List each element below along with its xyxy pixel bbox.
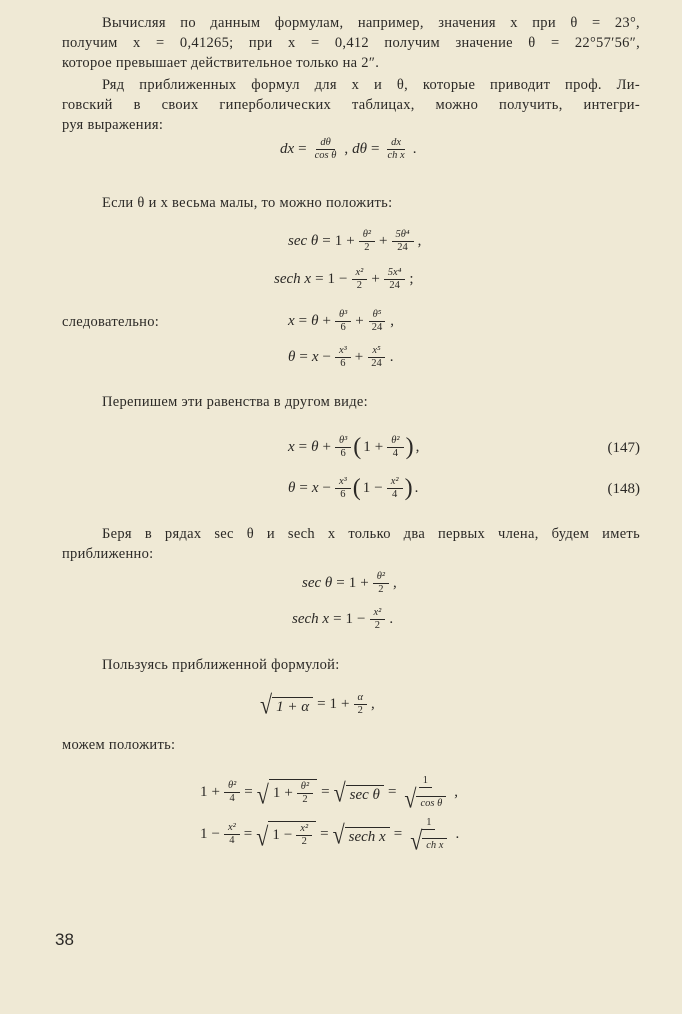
math-term: = (244, 784, 253, 800)
text-line: Пользуясь приближенной формулой: (102, 657, 340, 673)
fraction (368, 309, 387, 334)
math-term: − (357, 611, 366, 627)
radicand (345, 827, 390, 846)
math-term: θ² (227, 780, 237, 791)
equation-differentials (278, 137, 418, 162)
equation-148 (286, 475, 420, 502)
denominator (336, 358, 349, 370)
fraction (392, 229, 414, 254)
math-term: − (211, 826, 220, 842)
math-term: − (339, 271, 348, 287)
denominator (389, 448, 402, 460)
denominator (371, 620, 384, 632)
equation-sec-approx (300, 571, 399, 596)
fraction (387, 476, 403, 501)
parenthesis: ) (405, 434, 414, 460)
math-term: = (299, 349, 308, 365)
numerator (387, 137, 405, 150)
math-term: , (417, 233, 422, 249)
numerator (297, 781, 313, 794)
math-term: + (322, 313, 331, 329)
math-term: = (371, 141, 380, 157)
math-term: sech x (348, 828, 386, 845)
equation-sqrt-ch (198, 817, 461, 856)
text-line: следовательно: (62, 314, 160, 330)
math-term: , (454, 784, 459, 800)
denominator (360, 242, 373, 254)
fraction (387, 435, 403, 460)
square-root (333, 776, 384, 807)
math-term: = (333, 611, 342, 627)
numerator (354, 692, 368, 705)
math-term: θ (288, 349, 296, 365)
text-line: Перепишем эти равенства в другом виде: (102, 394, 368, 410)
text-line: Вычисляя по данным формулам, например, значения x при θ = 23°, (102, 15, 640, 31)
math-term: + (211, 784, 220, 800)
math-term: = (322, 233, 331, 249)
numerator (335, 435, 351, 448)
math-term: 5x⁴ (387, 267, 402, 278)
numerator (335, 345, 351, 358)
equation-sech-series (272, 267, 416, 292)
radical-icon: √ (333, 776, 346, 807)
math-term: , (344, 141, 349, 157)
denominator (226, 793, 239, 805)
fraction (311, 137, 341, 162)
page-number: 38 (55, 930, 74, 949)
numerator (369, 309, 386, 322)
denominator (374, 584, 387, 596)
math-term: 1 (345, 611, 354, 627)
denominator (384, 150, 409, 162)
fraction (370, 607, 386, 632)
square-root (256, 821, 316, 852)
radicand (422, 838, 447, 852)
math-term: x² (355, 267, 364, 278)
fraction (297, 781, 313, 806)
denominator (406, 825, 451, 856)
math-term: . (389, 611, 394, 627)
math-term: x² (300, 823, 309, 834)
fraction (359, 229, 375, 254)
radical-icon: √ (256, 821, 269, 852)
fraction (224, 822, 240, 847)
math-term: x² (227, 822, 236, 833)
fraction (335, 435, 351, 460)
math-term: θ³ (338, 435, 348, 446)
square-root (256, 779, 317, 810)
math-term: 1 (334, 233, 343, 249)
math-term: + (284, 785, 293, 801)
numerator (359, 229, 375, 242)
math-term: dx (391, 137, 402, 148)
radical-icon: √ (260, 688, 273, 719)
equation-sec-series (286, 229, 423, 254)
math-term: θ (288, 480, 296, 496)
numerator (335, 476, 351, 489)
numerator (373, 571, 389, 584)
math-term: 1 (329, 696, 338, 712)
math-term: = (298, 313, 308, 329)
math-term: x² (373, 607, 382, 618)
math-term: θ² (362, 229, 372, 240)
denominator (354, 705, 367, 717)
math-term: 1 (362, 480, 371, 496)
fraction (335, 476, 351, 501)
math-term: θ (311, 439, 319, 455)
math-term: ch x (426, 840, 444, 851)
math-term: x (311, 480, 319, 496)
numerator (224, 780, 240, 793)
math-term: + (341, 696, 350, 712)
math-term: 1 (200, 826, 208, 842)
math-term: sech x (292, 611, 330, 627)
fraction (367, 345, 386, 370)
radical-icon: √ (256, 779, 269, 810)
math-term: dx (280, 141, 295, 157)
denominator (311, 150, 341, 162)
math-term: θ³ (338, 309, 348, 320)
parenthesis: ( (353, 434, 362, 460)
math-term: 2 (374, 620, 381, 631)
math-term: , (390, 313, 395, 329)
denominator (353, 280, 366, 292)
math-term: cos θ (314, 150, 337, 161)
denominator (337, 322, 350, 334)
math-term: x⁵ (372, 345, 381, 356)
radical-icon: √ (404, 783, 417, 814)
math-term: − (322, 349, 331, 365)
math-term: . (412, 141, 417, 157)
square-root (260, 688, 313, 719)
numerator (422, 817, 435, 830)
equation-number-147: (147) (607, 440, 640, 456)
numerator (352, 267, 368, 280)
equation-sqrt-approx (258, 688, 377, 719)
math-term: 1 (363, 439, 371, 455)
text-line: говский в своих гиперболических таблицах, можно получить, интегри- (62, 97, 640, 113)
math-term: − (322, 480, 331, 496)
math-term: dθ (352, 141, 368, 157)
fraction (354, 692, 368, 717)
math-term: θ⁵ (372, 309, 382, 320)
denominator (367, 358, 386, 370)
math-term: + (371, 271, 380, 287)
math-term: 1 (422, 775, 428, 786)
math-term: + (355, 313, 364, 329)
equation-sech-approx (290, 607, 395, 632)
math-term: , (393, 575, 397, 591)
math-term: cos θ (420, 798, 443, 809)
fraction (400, 775, 450, 814)
text-line: Если θ и x весьма малы, то можно положить: (102, 195, 393, 211)
math-term: θ² (376, 571, 386, 582)
math-term: x (288, 439, 295, 455)
text-line: получим x = 0,41265; при x = 0,412 получим значение θ = 22°57′56″, (62, 35, 640, 51)
math-term: 6 (340, 322, 346, 333)
math-term: θ² (300, 781, 310, 792)
math-term: sech x (274, 271, 312, 287)
text-line: Ряд приближенных формул для x и θ, которые приводит проф. Ли- (102, 77, 640, 93)
fraction (224, 780, 240, 805)
text-line: руя выражения: (62, 117, 164, 133)
numerator (392, 229, 414, 242)
math-term: = (317, 696, 326, 712)
equation-theta-series (286, 345, 396, 370)
math-term: = (315, 271, 324, 287)
denominator (336, 489, 349, 501)
math-term: sec θ (349, 786, 380, 803)
math-term: = (320, 826, 329, 842)
math-term: + (379, 233, 388, 249)
fraction (406, 817, 451, 856)
math-term: 1 (200, 784, 208, 800)
math-term: 4 (392, 448, 399, 459)
math-term: + (354, 349, 364, 365)
math-term: + (346, 233, 355, 249)
numerator (368, 345, 384, 358)
text-line: можем положить: (62, 737, 176, 753)
radicand (272, 697, 313, 716)
math-term: 2 (364, 242, 370, 253)
math-term: x² (390, 476, 399, 487)
radicand (416, 796, 446, 810)
radicand (269, 779, 317, 806)
denominator (400, 783, 450, 814)
parenthesis: ( (352, 475, 361, 501)
math-term: 5θ⁴ (395, 229, 410, 240)
numerator (370, 607, 386, 620)
equation-sqrt-cos (198, 775, 460, 814)
math-term: 2 (302, 794, 308, 805)
math-term: = (393, 826, 403, 842)
equation-number-148: (148) (607, 481, 640, 497)
math-term: θ² (391, 435, 400, 446)
math-term: − (374, 480, 383, 496)
denominator (385, 280, 404, 292)
numerator (224, 822, 240, 835)
math-term: θ (311, 313, 319, 329)
math-term: 1 (348, 575, 357, 591)
square-root (332, 818, 390, 849)
fraction (384, 137, 409, 162)
math-term: = (321, 784, 330, 800)
parenthesis: ) (404, 475, 413, 501)
math-term: 1 (272, 785, 281, 801)
math-term: ch x (387, 150, 405, 161)
math-term: dθ (320, 137, 331, 148)
square-root (410, 825, 447, 856)
math-term: 4 (392, 489, 398, 500)
math-term: 1 (272, 827, 280, 843)
math-term: = (243, 826, 253, 842)
math-term: sec θ (302, 575, 333, 591)
math-term: + (322, 439, 331, 455)
math-term: 24 (371, 322, 383, 333)
math-term: − (283, 827, 293, 843)
math-term: α (357, 692, 364, 703)
equation-147 (286, 434, 421, 461)
math-term: 24 (397, 242, 408, 253)
math-term: = (336, 575, 345, 591)
denominator (298, 836, 311, 848)
denominator (225, 835, 238, 847)
radical-icon: √ (410, 825, 423, 856)
math-term: 1 + α (276, 698, 310, 715)
denominator (388, 489, 401, 501)
fraction (352, 267, 368, 292)
math-term: 24 (389, 280, 400, 291)
text-line: которое превышает действительное только на 2″. (62, 55, 380, 71)
numerator (316, 137, 334, 150)
numerator (387, 476, 403, 489)
denominator (368, 322, 387, 334)
math-term: , (371, 696, 375, 712)
math-term: sec θ (288, 233, 319, 249)
math-term: x³ (338, 345, 347, 356)
math-term: 6 (340, 448, 346, 459)
math-term: 6 (340, 489, 346, 500)
math-term: . (455, 826, 460, 842)
radicand (346, 785, 384, 804)
denominator (393, 242, 412, 254)
math-term: x (288, 313, 295, 329)
math-term: 4 (229, 793, 235, 804)
fraction (335, 345, 351, 370)
math-term: 6 (340, 358, 346, 369)
math-term: 2 (378, 584, 384, 595)
math-term: 4 (229, 835, 235, 846)
fraction (384, 267, 406, 292)
math-term: , (415, 439, 420, 455)
numerator (335, 309, 351, 322)
math-term: ; (409, 271, 414, 287)
math-term: . (389, 349, 394, 365)
numerator (419, 775, 432, 788)
math-term: = (387, 784, 397, 800)
math-term: 2 (301, 836, 307, 847)
denominator (337, 448, 350, 460)
numerator (384, 267, 406, 280)
math-term: + (374, 439, 384, 455)
fraction (373, 571, 389, 596)
math-term: x³ (338, 476, 347, 487)
math-term: 2 (356, 280, 363, 291)
math-term: = (298, 439, 308, 455)
math-term: 1 (327, 271, 336, 287)
math-term: 1 (426, 817, 432, 828)
text-line: приближенно: (62, 546, 154, 562)
fraction (335, 309, 351, 334)
math-term: + (360, 575, 369, 591)
numerator (296, 823, 312, 836)
denominator (298, 794, 311, 806)
text-line: Беря в рядах sec θ и sech x только два первых члена, будем иметь (102, 526, 640, 542)
math-term: . (414, 480, 419, 496)
equation-x-series (286, 309, 396, 334)
math-term: 24 (371, 358, 382, 369)
math-term: x (311, 349, 319, 365)
math-term: 2 (357, 705, 363, 716)
numerator (387, 435, 403, 448)
radical-icon: √ (332, 818, 345, 849)
fraction (296, 823, 312, 848)
radicand (268, 821, 316, 848)
math-term: = (299, 480, 308, 496)
square-root (404, 783, 446, 814)
math-term: = (298, 141, 307, 157)
